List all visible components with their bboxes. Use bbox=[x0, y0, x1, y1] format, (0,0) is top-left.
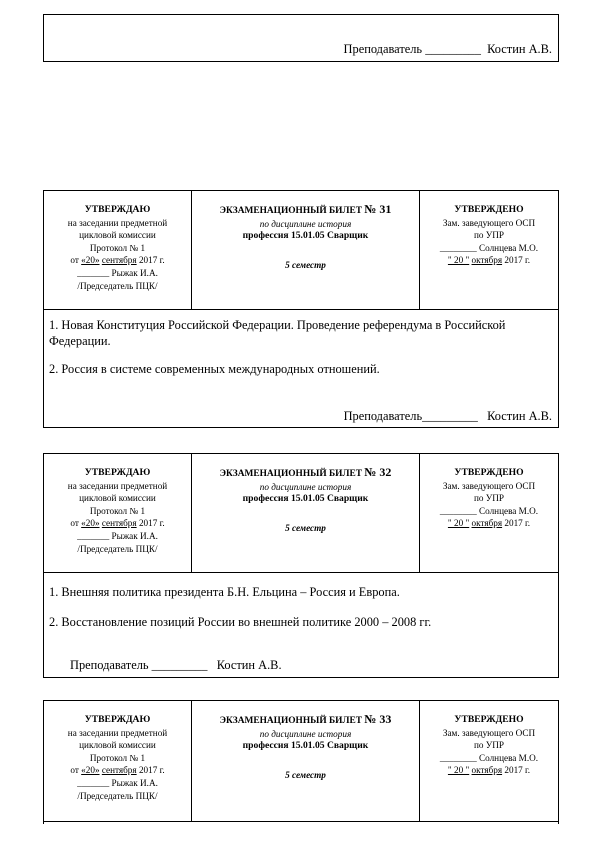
teacher-signature-line bbox=[344, 42, 552, 57]
approval-block-commission bbox=[44, 701, 192, 821]
ticket-title: ЭКЗАМЕНАЦИОННЫЙ БИЛЕТ № 32 bbox=[219, 465, 392, 479]
approval-date: от «20» сентября 2017 г. bbox=[70, 255, 165, 266]
ticket-header bbox=[44, 191, 558, 310]
approve-word: УТВЕРЖДАЮ bbox=[84, 204, 151, 215]
ticket-header bbox=[44, 454, 558, 573]
teacher-signature-line bbox=[344, 409, 552, 424]
approved-word: УТВЕРЖДЕНО bbox=[454, 204, 524, 215]
approval-block-deputy bbox=[420, 701, 558, 821]
chair-title: /Председатель ПЦК/ bbox=[77, 790, 158, 801]
approval-block-deputy bbox=[420, 191, 558, 309]
approved-word: УТВЕРЖДЕНО bbox=[454, 714, 524, 725]
commission-line2: цикловой комиссии bbox=[79, 230, 156, 241]
questions bbox=[44, 310, 558, 377]
approval-date: от «20» сентября 2017 г. bbox=[70, 518, 165, 529]
deputy-line2: по УПР bbox=[473, 493, 505, 504]
commission-line2: цикловой комиссии bbox=[79, 493, 156, 504]
profession: профессия 15.01.05 Сварщик bbox=[242, 740, 369, 752]
deputy-line2: по УПР bbox=[473, 230, 505, 241]
deputy-signature: ________ Солнцева М.О. bbox=[439, 752, 539, 763]
ticket-header bbox=[44, 701, 558, 822]
approval-date: от «20» сентября 2017 г. bbox=[70, 765, 165, 776]
exam-ticket-32 bbox=[43, 453, 559, 678]
deputy-date: " 20 " октября 2017 г. bbox=[447, 255, 531, 266]
protocol-number: Протокол № 1 bbox=[89, 752, 146, 763]
teacher-signature-line bbox=[70, 658, 282, 673]
approval-block-commission bbox=[44, 191, 192, 309]
question-1: 1. Новая Конституция Российской Федерации. Проведение референдума в Российской Федерации. bbox=[49, 318, 506, 348]
deputy-line1: Зам. заведующего ОСП bbox=[442, 727, 536, 738]
teacher-label: Преподаватель bbox=[343, 42, 423, 56]
deputy-line1: Зам. заведующего ОСП bbox=[442, 217, 536, 228]
commission-line1: на заседании предметной bbox=[67, 727, 168, 738]
semester: 5 семестр bbox=[285, 522, 326, 533]
ticket-title-block bbox=[192, 454, 420, 572]
deputy-line1: Зам. заведующего ОСП bbox=[442, 480, 536, 491]
profession: профессия 15.01.05 Сварщик bbox=[242, 230, 369, 242]
previous-ticket-fragment bbox=[43, 14, 559, 62]
deputy-date: " 20 " октября 2017 г. bbox=[447, 765, 531, 776]
approved-word: УТВЕРЖДЕНО bbox=[454, 467, 524, 478]
teacher-label: Преподаватель bbox=[343, 409, 423, 423]
questions bbox=[44, 573, 558, 630]
chair-title: /Председатель ПЦК/ bbox=[77, 543, 158, 554]
ticket-title: ЭКЗАМЕНАЦИОННЫЙ БИЛЕТ № 31 bbox=[219, 202, 392, 216]
ticket-number: № 33 bbox=[364, 712, 392, 726]
discipline: по дисциплине история bbox=[259, 481, 352, 492]
approve-word: УТВЕРЖДАЮ bbox=[84, 714, 151, 725]
semester: 5 семестр bbox=[285, 769, 326, 780]
teacher-signature-blank: _________ bbox=[151, 658, 208, 672]
approval-block-commission bbox=[44, 454, 192, 572]
question-2: 2. Россия в системе современных международных отношений. bbox=[49, 362, 380, 376]
deputy-signature: ________ Солнцева М.О. bbox=[439, 505, 539, 516]
chair-signature: _______ Рыжак И.А. bbox=[77, 267, 158, 278]
teacher-name: Костин А.В. bbox=[216, 658, 282, 672]
chair-signature: _______ Рыжак И.А. bbox=[77, 530, 158, 541]
profession: профессия 15.01.05 Сварщик bbox=[242, 493, 369, 505]
exam-ticket-33 bbox=[43, 700, 559, 824]
commission-line1: на заседании предметной bbox=[67, 480, 168, 491]
commission-line1: на заседании предметной bbox=[67, 217, 168, 228]
commission-line2: цикловой комиссии bbox=[79, 740, 156, 751]
teacher-signature-blank: _________ bbox=[422, 409, 478, 423]
ticket-title: ЭКЗАМЕНАЦИОННЫЙ БИЛЕТ № 33 bbox=[219, 712, 392, 726]
teacher-name: Костин А.В. bbox=[487, 409, 552, 423]
exam-ticket-31 bbox=[43, 190, 559, 428]
teacher-signature-blank: _________ bbox=[425, 42, 481, 56]
ticket-number: № 32 bbox=[364, 465, 392, 479]
discipline: по дисциплине история bbox=[259, 728, 352, 739]
discipline: по дисциплине история bbox=[259, 218, 352, 229]
teacher-name: Костин А.В. bbox=[487, 42, 552, 56]
approval-block-deputy bbox=[420, 454, 558, 572]
semester: 5 семестр bbox=[285, 259, 326, 270]
ticket-number: № 31 bbox=[364, 202, 392, 216]
ticket-title-block bbox=[192, 191, 420, 309]
question-2: 2. Восстановление позиций России во внешней политике 2000 – 2008 гг. bbox=[49, 615, 432, 629]
deputy-signature: ________ Солнцева М.О. bbox=[439, 242, 539, 253]
chair-title: /Председатель ПЦК/ bbox=[77, 280, 158, 291]
protocol-number: Протокол № 1 bbox=[89, 242, 146, 253]
approve-word: УТВЕРЖДАЮ bbox=[84, 467, 151, 478]
deputy-line2: по УПР bbox=[473, 740, 505, 751]
teacher-label: Преподаватель bbox=[70, 658, 149, 672]
question-1: 1. Внешняя политика президента Б.Н. Ельцина – Россия и Европа. bbox=[49, 585, 400, 599]
ticket-title-block bbox=[192, 701, 420, 821]
protocol-number: Протокол № 1 bbox=[89, 505, 146, 516]
chair-signature: _______ Рыжак И.А. bbox=[77, 777, 158, 788]
deputy-date: " 20 " октября 2017 г. bbox=[447, 518, 531, 529]
